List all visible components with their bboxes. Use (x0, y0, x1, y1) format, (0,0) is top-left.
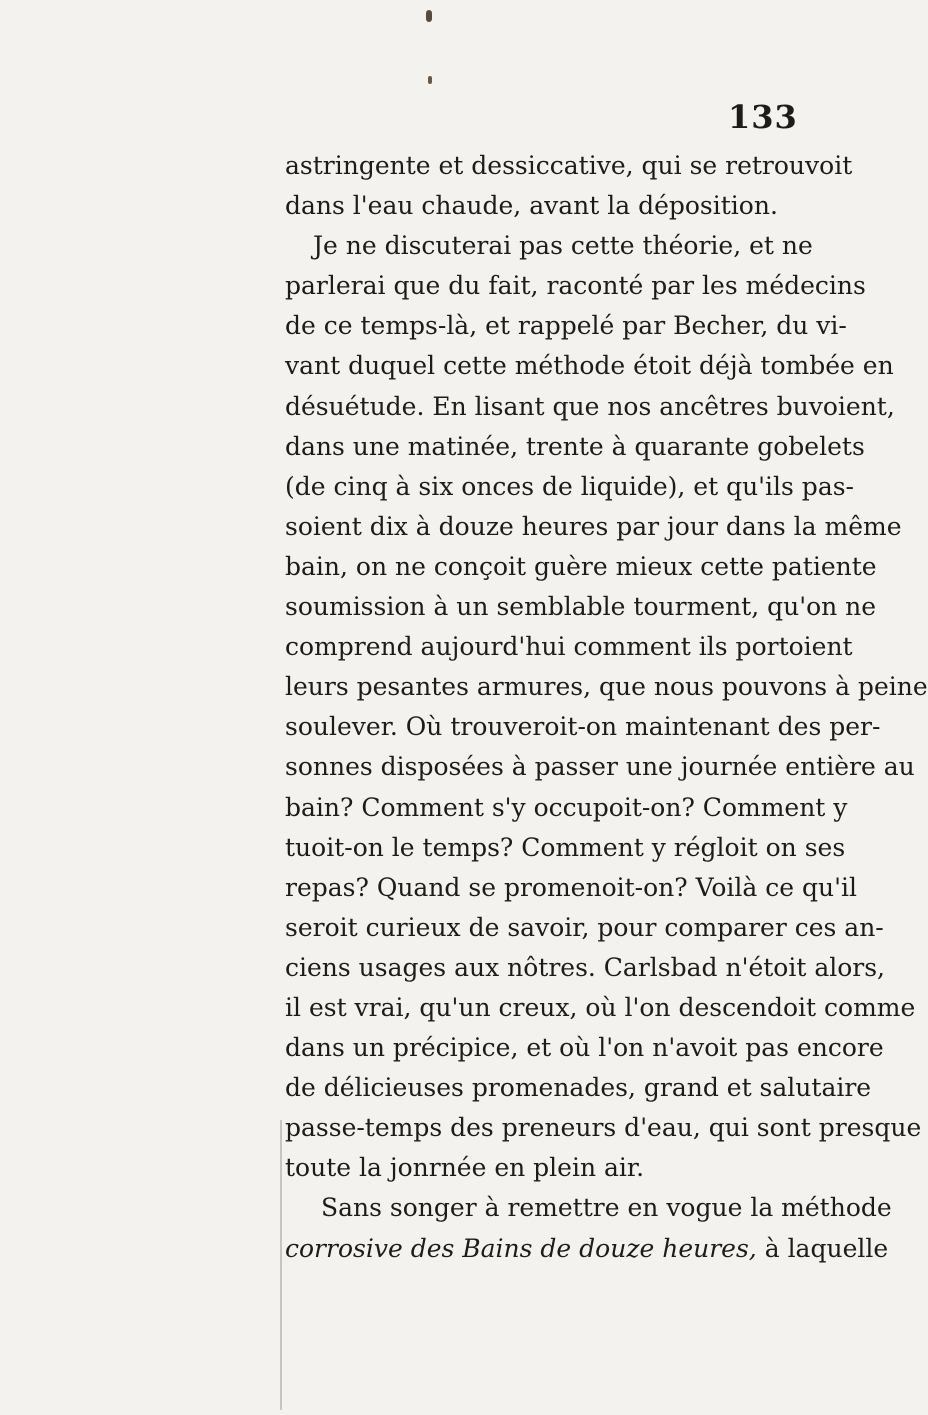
text-line: dans une matinée, trente à quarante gobelets (285, 431, 865, 461)
text-line: dans l'eau chaude, avant la déposition. (285, 191, 778, 221)
text-line: parlerai que du fait, raconté par les médecins (285, 271, 866, 301)
text-line: Sans songer à remettre en vogue la méthode (321, 1193, 892, 1223)
italic-phrase: corrosive des Bains de douze heures, (285, 1233, 757, 1263)
text-line: toute la jonrnée en plein air. (285, 1153, 645, 1183)
text-line-last (285, 1229, 889, 1269)
text-line: de ce temps-là, et rappelé par Becher, du vi- (285, 311, 847, 341)
text-line: repas? Quand se promenoit-on? Voilà ce qu'il (285, 872, 857, 902)
text-line: désuétude. En lisant que nos ancêtres buvoient, (285, 391, 895, 421)
text-line: seroit curieux de savoir, pour comparer ces an- (285, 912, 884, 942)
text-line: astringente et dessiccative, qui se retrouvoit (285, 151, 853, 180)
text-line: leurs pesantes armures, que nous pouvons à peine (285, 672, 928, 702)
text-line: de délicieuses promenades, grand et salutaire (285, 1073, 872, 1103)
text-line: bain, on ne conçoit guère mieux cette patiente (285, 551, 877, 581)
text-line: soumission à un semblable tourment, qu'on ne (285, 592, 877, 622)
text-fragment: à laquelle (756, 1233, 889, 1263)
text-line: sonnes disposées à passer une journée entière au (285, 752, 915, 782)
body-text (285, 146, 928, 1269)
text-line: passe-temps des preneurs d'eau, qui sont presque (285, 1113, 922, 1143)
page-edge-shadow (280, 1120, 282, 1410)
page-number: 133 (728, 98, 798, 136)
text-line: Je ne discuterai pas cette théorie, et ne (313, 231, 813, 261)
text-line: (de cinq à six onces de liquide), et qu'ils pas- (285, 471, 854, 501)
text-line: vant duquel cette méthode étoit déjà tombée en (285, 351, 894, 381)
ink-spot-small (428, 76, 432, 84)
text-line: bain? Comment s'y occupoit-on? Comment y (285, 792, 848, 822)
text-line: il est vrai, qu'un creux, où l'on descendoit comme (285, 992, 916, 1022)
text-line: soient dix à douze heures par jour dans la même (285, 511, 902, 541)
text-line: soulever. Où trouveroit-on maintenant des per- (285, 712, 881, 742)
ink-spot (426, 10, 432, 22)
text-line: comprend aujourd'hui comment ils portoient (285, 632, 853, 662)
text-line: ciens usages aux nôtres. Carlsbad n'étoit alors, (285, 952, 885, 982)
text-line: dans un précipice, et où l'on n'avoit pas encore (285, 1033, 884, 1063)
text-line: tuoit-on le temps? Comment y régloit on ses (285, 832, 846, 862)
